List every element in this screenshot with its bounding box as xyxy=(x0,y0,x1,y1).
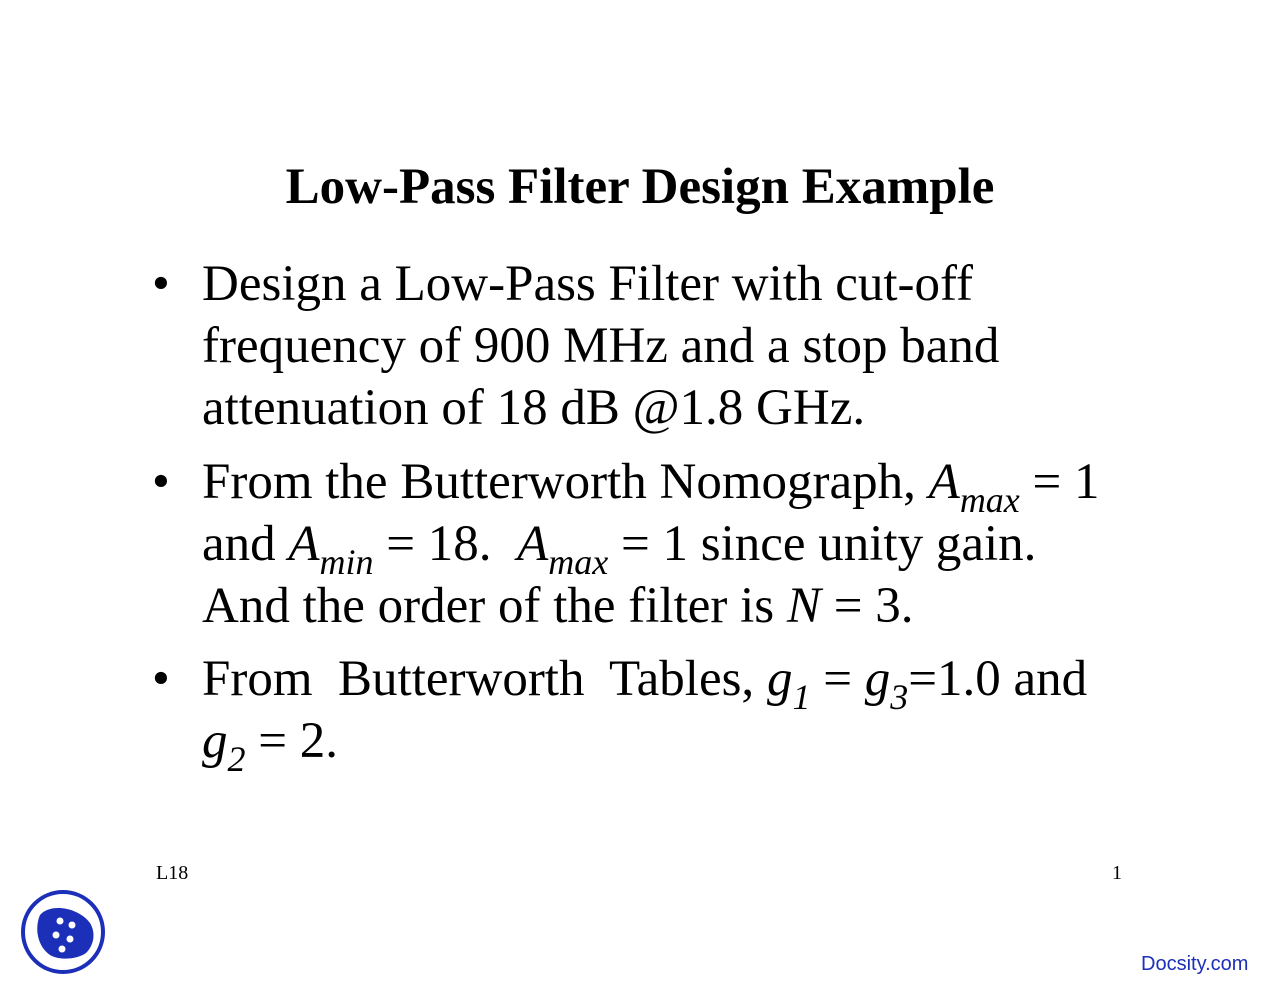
n-symbol: N xyxy=(786,578,821,634)
g3-subscript: 3 xyxy=(890,677,909,717)
bullet-line: Design a Low-Pass Filter with cut-off xyxy=(202,256,974,312)
bullet-line: frequency of 900 MHz and a stop band xyxy=(202,318,1000,374)
text-run: = 3. xyxy=(820,578,914,634)
amax-subscript: max xyxy=(959,480,1020,520)
bullet-text xyxy=(202,451,1100,637)
g-symbol: g xyxy=(202,713,228,769)
bullet-line xyxy=(202,513,1100,582)
text-run: From Butterworth Tables, xyxy=(202,651,767,707)
g-symbol: g xyxy=(864,651,891,707)
text-run: = 18. xyxy=(373,516,518,572)
amax-symbol: A xyxy=(517,516,549,572)
g-symbol: g xyxy=(766,651,793,707)
docsity-logo-icon[interactable] xyxy=(20,889,106,975)
text-run: = 2. xyxy=(245,713,339,769)
text-run: =1.0 and xyxy=(908,651,1088,707)
text-run: = 1 xyxy=(1019,454,1100,510)
bullet-marker: • xyxy=(152,454,170,510)
amin-subscript: min xyxy=(319,542,374,582)
text-run: From the Butterworth Nomograph, xyxy=(202,454,929,510)
bullet-text xyxy=(202,648,1088,779)
amax-subscript: max xyxy=(548,542,609,582)
docsity-watermark-link[interactable]: Docsity.com xyxy=(1141,953,1249,975)
bullet-line xyxy=(202,575,1100,637)
g1-subscript: 1 xyxy=(792,677,811,717)
docsity-logo-svg xyxy=(20,889,106,975)
text-run: and xyxy=(202,516,289,572)
bullet-text xyxy=(202,253,999,439)
bullet-line: attenuation of 18 dB @1.8 GHz. xyxy=(202,380,866,436)
footer-lecture-label: L18 xyxy=(156,862,189,884)
amax-symbol: A xyxy=(928,454,960,510)
bullet-line xyxy=(202,710,1087,779)
footer-page-number: 1 xyxy=(1112,862,1122,884)
bullet-line xyxy=(202,648,1088,717)
text-run: = xyxy=(810,651,865,707)
bullet-marker: • xyxy=(152,256,170,312)
text-run: = 1 since unity gain. xyxy=(608,516,1037,572)
text-run: And the order of the filter is xyxy=(202,578,787,634)
g2-subscript: 2 xyxy=(227,739,246,779)
amin-symbol: A xyxy=(288,516,320,572)
bullet-marker: • xyxy=(152,651,170,707)
slide-title: Low-Pass Filter Design Example xyxy=(285,159,995,215)
bullet-line xyxy=(202,451,1100,520)
